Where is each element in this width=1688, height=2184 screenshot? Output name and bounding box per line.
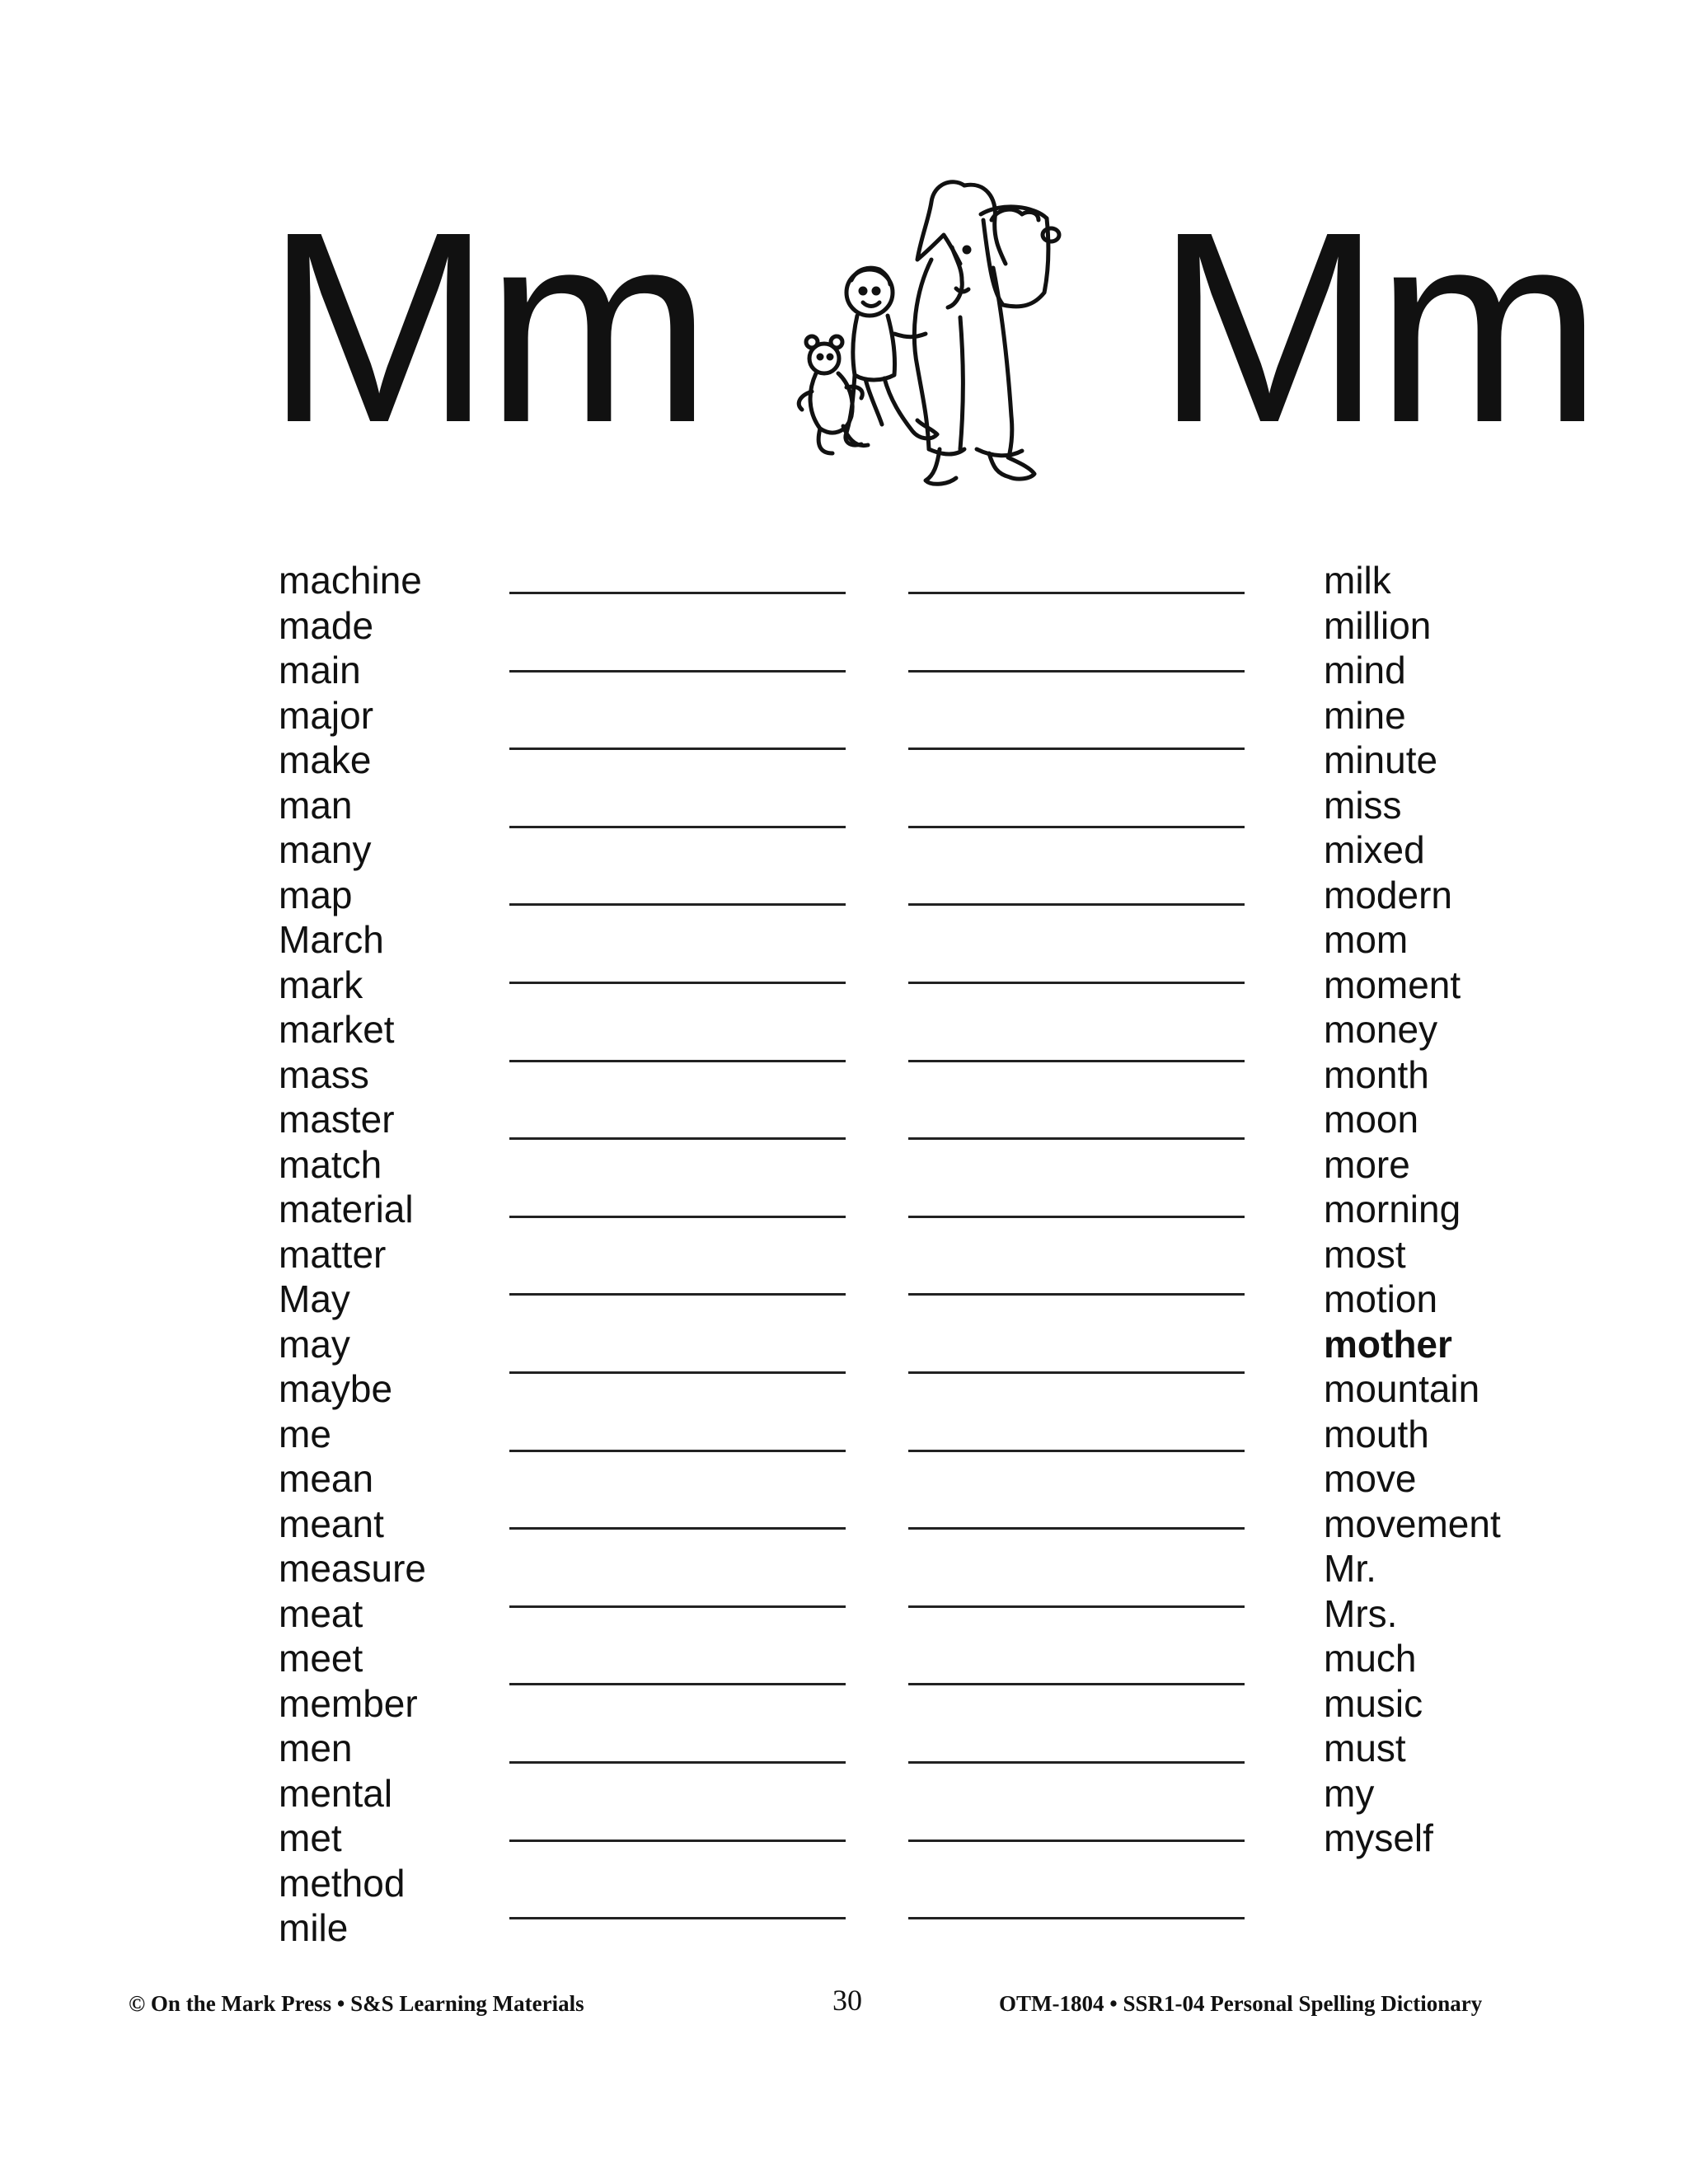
word-entry: map	[279, 873, 353, 916]
writing-line	[509, 1917, 846, 1919]
writing-line	[908, 1527, 1245, 1530]
word-entry: mass	[279, 1052, 369, 1096]
writing-line	[509, 1840, 846, 1842]
writing-line	[509, 982, 846, 984]
writing-line	[908, 982, 1245, 984]
word-entry: material	[279, 1188, 414, 1230]
word-entry: month	[1324, 1052, 1429, 1096]
writing-line	[509, 1137, 846, 1140]
writing-line	[509, 592, 846, 594]
word-entry: March	[279, 918, 384, 961]
word-entry: million	[1324, 603, 1432, 647]
writing-line	[509, 1683, 846, 1685]
word-entry: measure	[279, 1547, 426, 1590]
writing-line	[908, 1216, 1245, 1218]
writing-line	[509, 670, 846, 673]
word-entry: many	[279, 828, 372, 871]
word-entry: mark	[279, 963, 363, 1006]
word-entry: miss	[1324, 783, 1402, 827]
writing-line	[908, 903, 1245, 906]
word-entry: moon	[1324, 1098, 1419, 1141]
word-entry: make	[279, 738, 372, 781]
writing-line	[509, 1450, 846, 1452]
footer-product-code: OTM-1804 • SSR1-04 Personal Spelling Dictionary	[999, 1991, 1483, 2016]
mother-child-teddy-bear-icon	[787, 169, 1117, 499]
word-entry: movement	[1324, 1502, 1501, 1545]
word-entry: matter	[279, 1232, 387, 1276]
writing-line	[509, 903, 846, 906]
title-letter-left: Mm	[265, 175, 706, 479]
writing-line	[908, 1761, 1245, 1764]
word-entry: moment	[1324, 963, 1461, 1006]
writing-line	[908, 1137, 1245, 1140]
writing-line	[509, 1216, 846, 1218]
writing-line	[908, 670, 1245, 673]
word-entry: may	[279, 1322, 350, 1366]
word-entry: mine	[1324, 693, 1406, 737]
word-entry: most	[1324, 1232, 1406, 1276]
word-entry-bold: mother	[1324, 1322, 1452, 1366]
word-entry: Mr.	[1324, 1547, 1376, 1590]
writing-line	[509, 1605, 846, 1608]
word-entry: meet	[279, 1637, 363, 1680]
writing-line	[908, 1371, 1245, 1374]
word-entry: music	[1324, 1681, 1423, 1725]
word-entry: machine	[279, 559, 422, 602]
writing-lines-column-2	[908, 592, 1245, 1995]
title-letter-right: Mm	[1156, 175, 1596, 479]
word-entry: men	[279, 1727, 353, 1769]
word-entry: master	[279, 1098, 395, 1141]
writing-line	[509, 1527, 846, 1530]
word-entry: method	[279, 1861, 406, 1905]
word-entry: met	[279, 1816, 342, 1859]
word-entry: mean	[279, 1457, 374, 1500]
writing-line	[509, 748, 846, 750]
writing-line	[908, 1917, 1245, 1919]
writing-lines-column-1	[509, 592, 846, 1995]
word-entry: my	[1324, 1771, 1375, 1815]
word-entry: myself	[1324, 1816, 1433, 1859]
word-entry: mom	[1324, 918, 1409, 961]
word-entry: mental	[279, 1771, 393, 1815]
word-entry: minute	[1324, 738, 1438, 781]
word-entry: mixed	[1324, 828, 1425, 871]
word-entry: mind	[1324, 649, 1406, 691]
word-entry: made	[279, 603, 374, 647]
word-entry: must	[1324, 1727, 1406, 1769]
word-entry: meant	[279, 1502, 384, 1545]
word-entry: mile	[279, 1906, 349, 1949]
page-number: 30	[832, 1984, 862, 2017]
writing-line	[908, 1450, 1245, 1452]
word-entry: move	[1324, 1457, 1417, 1500]
writing-line	[908, 1293, 1245, 1296]
word-entry: me	[279, 1412, 331, 1455]
writing-line	[509, 1293, 846, 1296]
word-entry: money	[1324, 1008, 1438, 1051]
writing-line	[908, 592, 1245, 594]
writing-line	[908, 748, 1245, 750]
word-entry: mouth	[1324, 1412, 1429, 1455]
writing-line	[509, 1761, 846, 1764]
word-entry: modern	[1324, 873, 1452, 916]
word-entry: more	[1324, 1142, 1410, 1186]
word-entry: Mrs.	[1324, 1591, 1398, 1635]
word-entry: milk	[1324, 559, 1391, 602]
writing-line	[908, 1060, 1245, 1062]
word-entry: maybe	[279, 1367, 393, 1410]
word-entry: main	[279, 649, 361, 691]
word-entry: May	[279, 1277, 350, 1320]
word-entry: motion	[1324, 1277, 1438, 1320]
writing-line	[908, 1605, 1245, 1608]
writing-line	[509, 1060, 846, 1062]
word-entry: man	[279, 783, 353, 827]
writing-line	[908, 1683, 1245, 1685]
writing-line	[908, 826, 1245, 828]
word-entry: mountain	[1324, 1367, 1480, 1410]
writing-line	[509, 1371, 846, 1374]
footer-copyright: © On the Mark Press • S&S Learning Materials	[129, 1991, 584, 2016]
right-word-list	[1324, 558, 1501, 1861]
word-entry: much	[1324, 1637, 1417, 1680]
word-entry: major	[279, 693, 374, 737]
writing-line	[908, 1840, 1245, 1842]
left-word-list	[279, 558, 426, 1951]
word-entry: morning	[1324, 1188, 1461, 1230]
word-entry: match	[279, 1142, 382, 1186]
word-entry: meat	[279, 1591, 363, 1635]
word-entry: market	[279, 1008, 395, 1051]
word-entry: member	[279, 1681, 418, 1725]
writing-line	[509, 826, 846, 828]
